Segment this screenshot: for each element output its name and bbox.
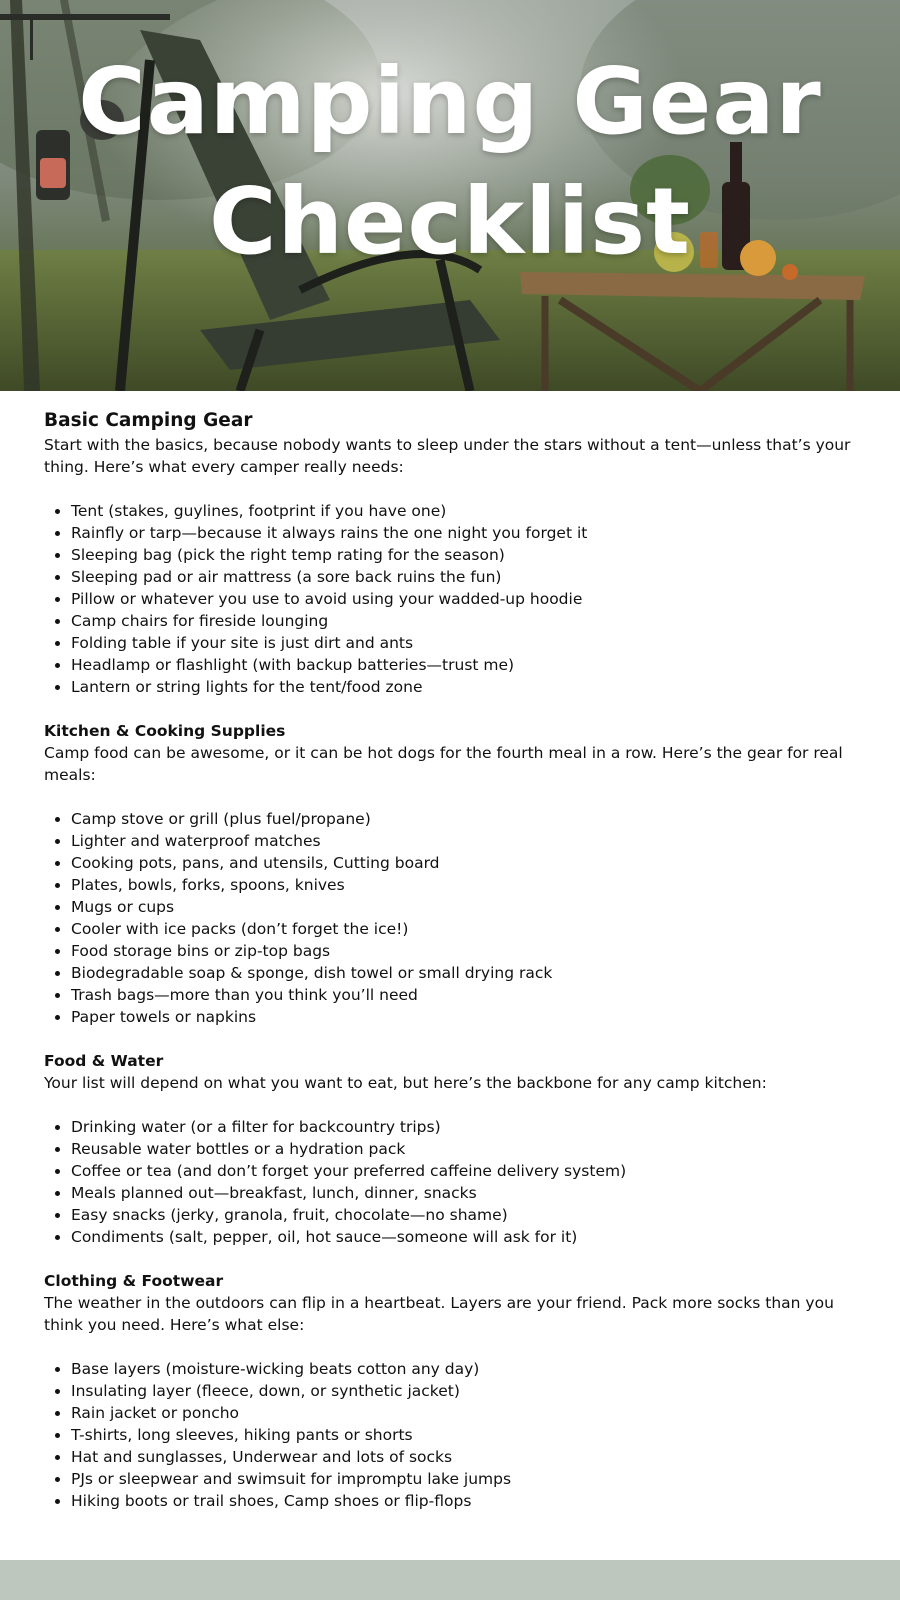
checklist [44, 500, 864, 698]
list-item: • Sleeping pad or air mattress (a sore back ruins the fun) [71, 566, 864, 588]
list-item: • T-shirts, long sleeves, hiking pants or shorts [71, 1424, 864, 1446]
section-basic-camping-gear [44, 408, 864, 698]
checklist-content [44, 408, 864, 1534]
section-heading: Clothing & Footwear [44, 1272, 224, 1290]
page-title-line1: Camping Gear [78, 48, 822, 155]
list-item: • Condiments (salt, pepper, oil, hot sauce—someone will ask for it) [71, 1226, 864, 1248]
list-item: • Camp chairs for fireside lounging [71, 610, 864, 632]
list-item: • Paper towels or napkins [71, 1006, 864, 1028]
list-item: • Biodegradable soap & sponge, dish towel or small drying rack [71, 962, 864, 984]
page-title-line2: Checklist [209, 168, 691, 275]
section-intro: Camp food can be awesome, or it can be hot dogs for the fourth meal in a row. Here’s the gear for real meals: [44, 744, 843, 784]
list-item: • Sleeping bag (pick the right temp rating for the season) [71, 544, 864, 566]
section-heading: Basic Camping Gear [44, 410, 253, 431]
list-item: • PJs or sleepwear and swimsuit for impromptu lake jumps [71, 1468, 864, 1490]
section-food-water [44, 1050, 864, 1248]
checklist [44, 1358, 864, 1512]
list-item: • Pillow or whatever you use to avoid using your wadded-up hoodie [71, 588, 864, 610]
list-item: • Trash bags—more than you think you’ll need [71, 984, 864, 1006]
list-item: • Cooking pots, pans, and utensils, Cutting board [71, 852, 864, 874]
list-item: • Plates, bowls, forks, spoons, knives [71, 874, 864, 896]
checklist [44, 808, 864, 1028]
list-item: • Lighter and waterproof matches [71, 830, 864, 852]
section-heading: Kitchen & Cooking Supplies [44, 722, 286, 740]
section-intro: Start with the basics, because nobody wants to sleep under the stars without a tent—unless that’s your thing. Here’s what every camper really needs: [44, 436, 851, 476]
footer-band [0, 1560, 900, 1600]
list-item: • Cooler with ice packs (don’t forget the ice!) [71, 918, 864, 940]
list-item: • Lantern or string lights for the tent/food zone [71, 676, 864, 698]
list-item: • Drinking water (or a filter for backcountry trips) [71, 1116, 864, 1138]
section-intro: The weather in the outdoors can flip in a heartbeat. Layers are your friend. Pack more socks than you think you need. Here’s what else: [44, 1294, 834, 1334]
list-item: • Reusable water bottles or a hydration pack [71, 1138, 864, 1160]
list-item: • Folding table if your site is just dirt and ants [71, 632, 864, 654]
page-title [0, 42, 900, 282]
list-item: • Food storage bins or zip-top bags [71, 940, 864, 962]
section-clothing-footwear [44, 1270, 864, 1512]
list-item: • Hiking boots or trail shoes, Camp shoes or flip-flops [71, 1490, 864, 1512]
section-intro: Your list will depend on what you want to eat, but here’s the backbone for any camp kitchen: [44, 1074, 767, 1092]
list-item: • Mugs or cups [71, 896, 864, 918]
checklist [44, 1116, 864, 1248]
list-item: • Hat and sunglasses, Underwear and lots of socks [71, 1446, 864, 1468]
list-item: • Base layers (moisture-wicking beats cotton any day) [71, 1358, 864, 1380]
list-item: • Tent (stakes, guylines, footprint if you have one) [71, 500, 864, 522]
list-item: • Headlamp or flashlight (with backup batteries—trust me) [71, 654, 864, 676]
list-item: • Rainfly or tarp—because it always rains the one night you forget it [71, 522, 864, 544]
section-heading: Food & Water [44, 1052, 164, 1070]
section-kitchen-cooking [44, 720, 864, 1028]
list-item: • Camp stove or grill (plus fuel/propane) [71, 808, 864, 830]
list-item: • Meals planned out—breakfast, lunch, dinner, snacks [71, 1182, 864, 1204]
hero-banner [0, 0, 900, 391]
list-item: • Coffee or tea (and don’t forget your preferred caffeine delivery system) [71, 1160, 864, 1182]
list-item: • Insulating layer (fleece, down, or synthetic jacket) [71, 1380, 864, 1402]
list-item: • Easy snacks (jerky, granola, fruit, chocolate—no shame) [71, 1204, 864, 1226]
list-item: • Rain jacket or poncho [71, 1402, 864, 1424]
